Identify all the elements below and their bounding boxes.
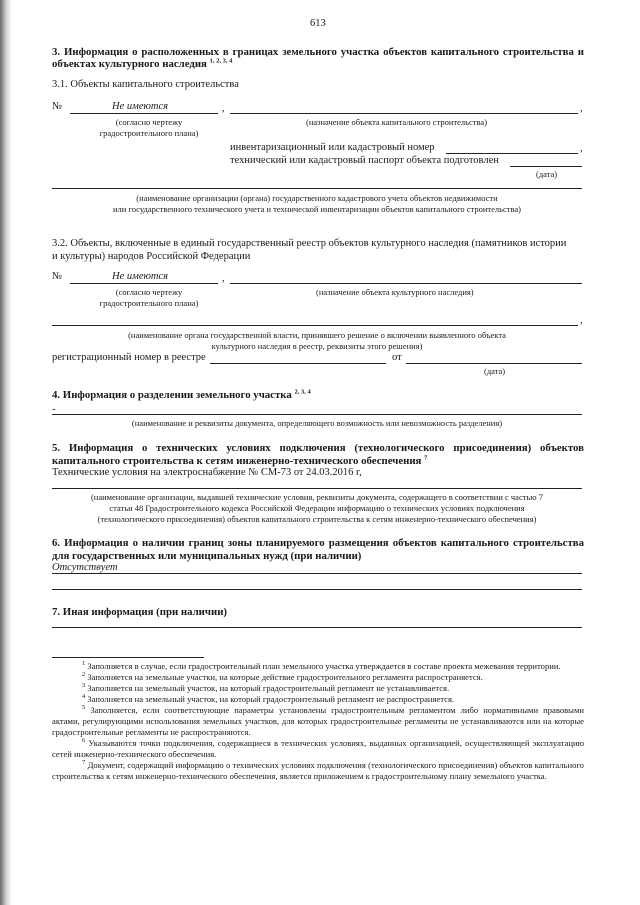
caption-cadastral-org: [52, 193, 582, 215]
section-4-heading-footnote-ref: 2, 3, 4: [294, 388, 311, 396]
number-sign: №: [52, 101, 63, 112]
footnote-2-text: Заполняется на земельные участки, на которые действие градостроительного регламента распространяется.: [87, 672, 483, 682]
footnote-7-text: Документ, содержащий информацию о технических условиях подключения (технологического присоединения) объектов капитального строительства к сетям инженерно-технического обеспечения, является приложением к градостроительному плану земельного участка.: [52, 760, 584, 781]
technical-conditions-value: Технические условия на электроснабжение № СМ-73 от 24.03.2016 г,: [52, 467, 362, 478]
footnote-5-number: 5: [82, 704, 86, 712]
tech-passport-label: технический или кадастровый паспорт объекта подготовлен: [230, 155, 499, 166]
footnote-4-number: 4: [82, 693, 86, 701]
caption-per-plan-line2: градостроительного плана): [99, 298, 199, 308]
section-4-heading-text: 4. Информация о разделении земельного участка: [52, 389, 292, 401]
other-info-line: [52, 627, 582, 628]
registry-from-label: от: [392, 352, 402, 363]
inventory-number-label: инвентаризационный или кадастровый номер: [230, 142, 435, 153]
caption-technical-conditions: [52, 492, 582, 525]
footnote-separator: [52, 657, 204, 658]
caption-cadastral-org-line2: или государственного технического учета и технической инвентаризации объектов капитального строительства): [112, 204, 521, 214]
footnote-7-number: 7: [82, 759, 86, 767]
heritage-plan-number-line: [70, 283, 218, 284]
section-3-2-title-line1: 3.2. Объекты, включенные в единый государственный реестр объектов культурного наследия (памятников истории: [52, 238, 567, 249]
scan-edge-shadow: [0, 0, 12, 905]
comma-separator: ,: [580, 103, 583, 114]
caption-per-plan-line1: (согласно чертежу: [115, 287, 183, 297]
division-document-line: [52, 414, 582, 415]
section-6-heading-line1: 6. Информация о наличии границ зоны планируемого размещения объектов капитального строительства: [52, 537, 584, 549]
section-3-2-title-line2: и культуры) народов Российской Федерации: [52, 251, 251, 262]
section-7-heading: 7. Иная информация (при наличии): [52, 606, 228, 618]
division-value: -: [52, 404, 56, 415]
caption-technical-conditions-line3: (технологического присоединения) объектов капитального строительства к сетям инженерно-технического обеспечения): [97, 514, 537, 524]
planned-zone-value: Отсутствует: [52, 562, 118, 573]
technical-conditions-line: [52, 488, 582, 489]
footnote-5-text: Заполняется, если соответствующие параметры установлены градостроительным регламентом либо нормативными правовыми актами, регулирующими использования земельных участков, для которых градостроительные регламенты не устанавливаются или на которые градостроительные регламенты не распространяются.: [52, 705, 584, 737]
footnote-1-number: 1: [82, 660, 86, 668]
caption-per-plan-line2: градостроительного плана): [99, 128, 199, 138]
plan-number-line: [70, 113, 218, 114]
heritage-plan-number-value: Не имеются: [112, 271, 169, 282]
section-3-heading-footnote-ref: 1, 2, 3, 4: [209, 57, 233, 65]
footnote-2: [52, 672, 584, 683]
section-5-heading-line1: 5. Информация о технических условиях подключения (технологического присоединения) объектов: [52, 442, 584, 454]
caption-division-document: (наименование и реквизиты документа, определяющего возможность или невозможность разделения): [131, 418, 503, 428]
planned-zone-line-2: [52, 589, 582, 590]
comma-separator: ,: [580, 143, 583, 154]
footnote-2-number: 2: [82, 671, 86, 679]
caption-per-plan: [74, 117, 224, 139]
section-3-heading-text: 3. Информация о расположенных в границах земельного участка объектов капитального строительства и объектах культурного наследия: [52, 46, 584, 70]
registry-number-label: регистрационный номер в реестре: [52, 352, 206, 363]
section-5-heading: [52, 442, 584, 468]
section-6-heading: [52, 537, 584, 563]
footnote-1: [52, 661, 584, 672]
inventory-number-line: [446, 153, 578, 154]
footnote-7: [52, 760, 584, 782]
caption-authority-line1: (наименование органа государственной власти, принявшего решение о включении выявленного объекта: [128, 330, 506, 340]
footnote-6-number: 6: [82, 737, 86, 745]
page-number: 613: [310, 18, 326, 29]
footnote-3: [52, 683, 584, 694]
footnotes-block: [52, 661, 584, 782]
caption-authority: [52, 330, 582, 352]
caption-authority-line2: культурного наследия в реестр, реквизиты этого решения): [211, 341, 423, 351]
authority-decision-line: [52, 325, 578, 326]
section-3-heading: [52, 46, 584, 70]
footnote-3-text: Заполняется на земельный участок, на который градостроительный регламент не устанавливается.: [87, 683, 450, 693]
section-3-2-title: [52, 237, 566, 263]
footnote-4-text: Заполняется на земельный участок, на который градостроительный регламент не распространяется.: [87, 694, 455, 704]
comma-separator: ,: [580, 315, 583, 326]
number-sign: №: [52, 271, 63, 282]
caption-cadastral-org-line1: (наименование организации (органа) государственного кадастрового учета объектов недвижимости: [136, 193, 498, 203]
oks-purpose-line: [230, 113, 578, 114]
registry-number-line: [210, 363, 386, 364]
section-5-heading-footnote-ref: 7: [424, 454, 428, 462]
comma-separator: ,: [222, 103, 225, 114]
heritage-purpose-line: [230, 283, 582, 284]
oks-plan-number-value: Не имеются: [112, 101, 169, 112]
caption-date: (дата): [536, 169, 558, 179]
footnote-3-number: 3: [82, 682, 86, 690]
caption-per-plan-line1: (согласно чертежу: [115, 117, 183, 127]
cadastral-org-line: [52, 188, 582, 189]
tech-passport-date-line: [510, 166, 582, 167]
caption-technical-conditions-line1: (наименование организации, выдавшей технические условия, реквизиты документа, содержащего в соответствии с частью 7: [90, 492, 544, 502]
caption-registry-date: (дата): [484, 366, 506, 376]
planned-zone-line: [52, 573, 582, 574]
footnote-5: [52, 705, 584, 738]
footnote-4: [52, 694, 584, 705]
section-6-heading-line2: для государственных или муниципальных нужд (при наличии): [52, 550, 362, 562]
comma-separator: ,: [222, 273, 225, 284]
section-5-heading-line2: капитального строительства к сетям инженерно-технического обеспечения: [52, 455, 422, 467]
footnote-6-text: Указываются точки подключения, содержащиеся в технических условиях, выданных организацией, осуществляющей эксплуатацию сетей инженерно-технического обеспечения.: [52, 738, 584, 759]
caption-per-plan: [74, 287, 224, 309]
caption-heritage-purpose: (назначение объекта культурного наследия): [316, 287, 474, 297]
section-3-1-title: 3.1. Объекты капитального строительства: [52, 79, 239, 90]
registry-date-line: [406, 363, 582, 364]
caption-oks-purpose: (назначение объекта капитального строительства): [306, 117, 488, 127]
section-4-heading: [52, 389, 311, 401]
caption-technical-conditions-line2: статьи 48 Градостроительного кодекса Российской Федерации информацию о технических условиях подключения: [109, 503, 525, 513]
footnote-6: [52, 738, 584, 760]
footnote-1-text: Заполняется в случае, если градостроительный план земельного участка утверждается в составе проекта межевания территории.: [87, 661, 561, 671]
